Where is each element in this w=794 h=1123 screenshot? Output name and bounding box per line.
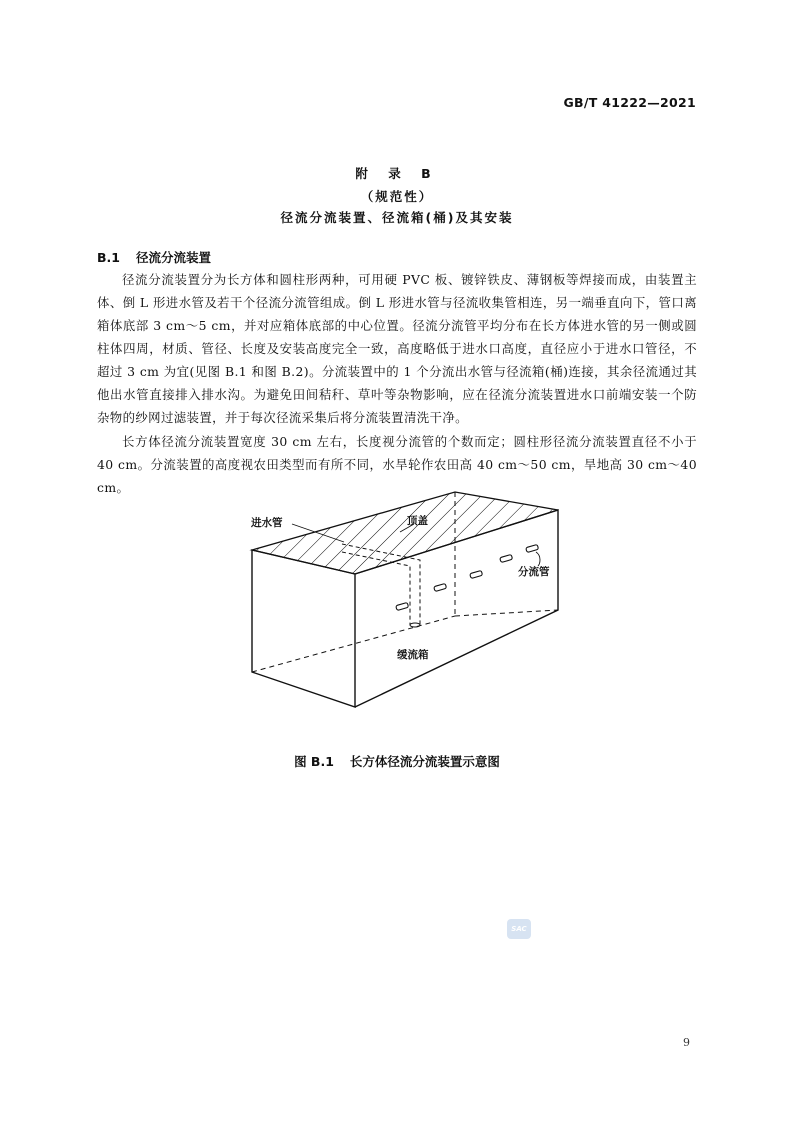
annex-label: 附 录 B	[355, 166, 439, 181]
body-paragraph-2: 长方体径流分流装置宽度 30 cm 左右，长度视分流管的个数而定；圆柱形径流分流装置直径不小于 40 cm。分流装置的高度视农田类型而有所不同，水旱轮作农田高 40 cm～50 cm，旱地高 30 cm～40 cm。	[97, 434, 697, 496]
section-heading	[97, 248, 211, 266]
inlet-pipe-label: 进水管	[251, 517, 283, 529]
body-paragraph-1: 径流分流装置分为长方体和圆柱形两种，可用硬 PVC 板、镀锌铁皮、薄钢板等焊接而成，由装置主体、倒 L 形进水管及若干个径流分流管组成。倒 L 形进水管与径流收集管相连，另一端垂直向下，管口离箱体底部 3 cm～5 cm，并对应箱体底部的中心位置。径流分流管平均分布在长方体进水管的另一侧或圆柱体四周，材质、管径、长度及安装高度完全一致，高度略低于进水口高度，直径应小于进水口管径，不超过 3 cm 为宜(见图 B.1 和图 B.2)。分流装置中的 1 个分流出水管与径流箱(桶)连接，其余径流通过其他出水管直接排入排水沟。为避免田间秸秆、草叶等杂物影响，应在径流分流装置进水口前端安装一个防杂物的纱网过滤装置，并于每次径流采集后将分流装置清洗干净。	[97, 272, 697, 426]
top-cover-label: 顶盖	[407, 515, 428, 527]
annex-type: （规范性）	[360, 189, 434, 204]
section-title: 径流分流装置	[135, 250, 211, 265]
figure-caption	[0, 752, 794, 770]
figure-caption-title: 长方体径流分流装置示意图	[349, 754, 500, 769]
sac-logo-watermark: SAC	[507, 919, 531, 939]
hidden-edge-bottom-right	[455, 610, 558, 616]
annex-title: 径流分流装置、径流箱(桶)及其安装	[280, 210, 514, 225]
page-number: 9	[683, 1036, 690, 1049]
diversion-pipe-label: 分流管	[518, 566, 550, 578]
diversion-device-drawing	[240, 482, 560, 714]
inlet-pipe-mouth	[410, 623, 420, 627]
diversion-device-figure	[240, 482, 560, 714]
figure-caption-number: 图 B.1	[294, 754, 334, 769]
buffer-box-label: 缓流箱	[397, 649, 429, 661]
box-front-face	[252, 550, 355, 707]
hidden-edge-bottom-left	[252, 616, 455, 672]
standard-number: GB/T 41222—2021	[563, 95, 696, 110]
section-number: B.1	[97, 250, 120, 265]
top-cover-surface	[252, 492, 558, 574]
